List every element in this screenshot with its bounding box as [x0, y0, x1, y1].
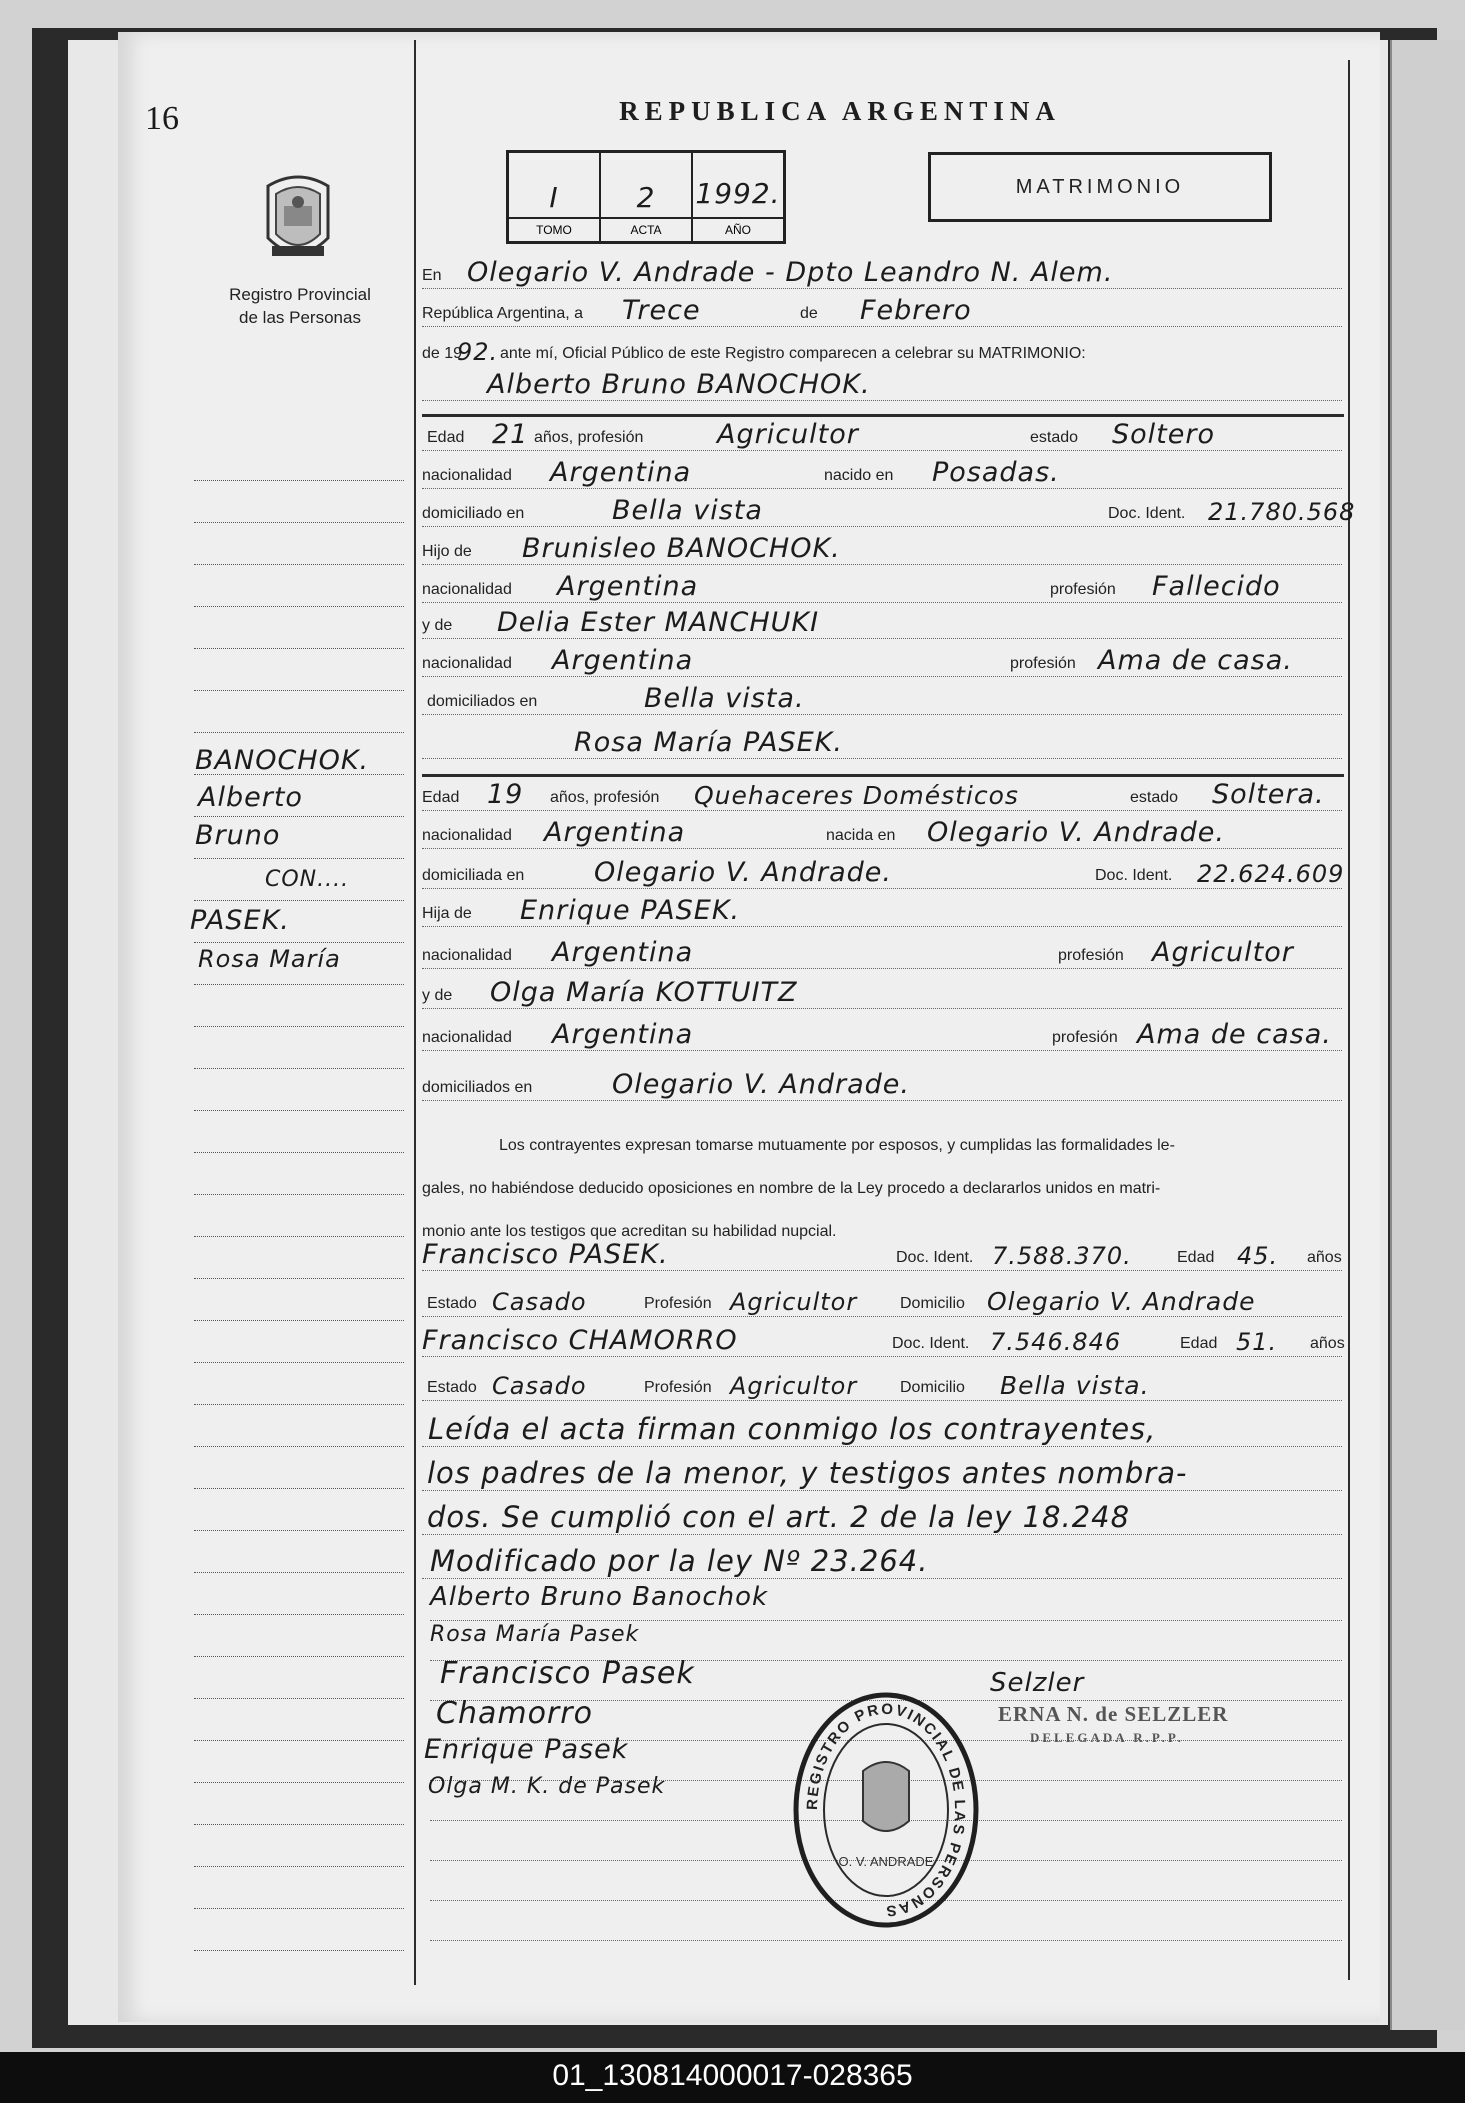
- margin-dotted-line: [194, 732, 404, 733]
- groom-father-nationality-row: [422, 572, 1342, 603]
- nacionalidad-label: nacionalidad: [422, 827, 512, 844]
- republica-label: República Argentina, a: [422, 305, 583, 322]
- bride-father-row: [422, 896, 1342, 927]
- bride-doc: 22.624.609: [1197, 860, 1345, 888]
- bride-age: 19: [487, 779, 524, 810]
- record-type-box: MATRIMONIO: [928, 152, 1272, 222]
- margin-dotted-line: [194, 1236, 404, 1237]
- hijo-label: Hijo de: [422, 543, 472, 560]
- groom-parents-domicile-row: [422, 684, 1342, 715]
- place-row: [422, 258, 1342, 289]
- margin-dotted-line: [194, 1446, 404, 1447]
- groom-birthplace: Posadas.: [932, 457, 1060, 488]
- domicilio-label: Domicilio: [900, 1379, 965, 1396]
- margin-dotted-line: [194, 1194, 404, 1195]
- signature-dotted-line: [430, 1620, 1342, 1621]
- bride-parents-domicile-row: [422, 1070, 1342, 1101]
- groom-parents-domicile: Bella vista.: [644, 683, 805, 714]
- groom-mother: Delia Ester MANCHUKI: [497, 607, 820, 638]
- margin-middle-name: Bruno: [195, 820, 281, 851]
- profesion-label: profesión: [1058, 947, 1124, 964]
- bride-profession: Quehaceres Domésticos: [694, 781, 1019, 810]
- image-code-bar: [0, 2052, 1465, 2103]
- bride-nationality-row: [422, 818, 1342, 849]
- anos-label: años: [1310, 1335, 1345, 1352]
- note-text-4: Modificado por la ley Nº 23.264.: [430, 1544, 929, 1578]
- profesion-label: profesión: [1010, 655, 1076, 672]
- bride-mother-row: [422, 978, 1342, 1009]
- note-line-1: [422, 1412, 1342, 1447]
- acta-box: [506, 150, 786, 244]
- margin-dotted-line: [194, 1278, 404, 1279]
- year-suffix: 92.: [457, 338, 499, 366]
- statement-text: ante mí, Oficial Público de este Registro comparecen a celebrar su MATRIMONIO:: [500, 345, 1086, 362]
- groom-domicile-row: [422, 495, 1356, 527]
- year-prefix: de 19: [422, 345, 463, 362]
- domiciliados-label: domiciliados en: [422, 1079, 533, 1096]
- note-line-3: [422, 1500, 1342, 1535]
- margin-dotted-line: [194, 606, 404, 607]
- statement-row: [422, 336, 1342, 366]
- margin-dotted-line: [194, 522, 404, 523]
- registry-caption: [205, 283, 395, 329]
- witness-1-domicile: Olegario V. Andrade: [987, 1287, 1256, 1316]
- declaration-line-2: gales, no habiéndose deducido oposiciones en nombre de la Ley procedo a declararlos unidos en matri-: [422, 1180, 1161, 1197]
- year-label: AÑO: [693, 217, 783, 241]
- nacido-label: nacido en: [824, 467, 894, 484]
- month-value: Febrero: [860, 295, 972, 326]
- margin-dotted-line: [194, 858, 404, 859]
- bride-mother-nationality: Argentina: [552, 1019, 694, 1050]
- registry-seal-stamp: [793, 1691, 979, 1929]
- witness-1-doc: 7.588.370.: [992, 1242, 1132, 1270]
- margin-dotted-line: [194, 1068, 404, 1069]
- nacionalidad-label: nacionalidad: [422, 581, 512, 598]
- margin-dotted-line: [194, 1614, 404, 1615]
- margin-dotted-line: [194, 1110, 404, 1111]
- groom-mother-nationality: Argentina: [552, 645, 694, 676]
- note-text-2: los padres de la menor, y testigos antes nombra-: [427, 1456, 1188, 1490]
- yde-label: y de: [422, 617, 453, 634]
- estado-label: estado: [1030, 429, 1079, 446]
- stamp-text: REGISTRO PROVINCIAL DE LAS PERSONAS: [803, 1700, 969, 1920]
- nacionalidad-label: nacionalidad: [422, 467, 512, 484]
- bride-father-profession: Agricultor: [1152, 937, 1294, 968]
- groom-age-row: [422, 420, 1342, 451]
- margin-dotted-line: [194, 1824, 404, 1825]
- date-row: [422, 296, 1342, 327]
- left-column-rule: [414, 40, 416, 1985]
- margin-dotted-line: [194, 942, 404, 943]
- signature-bride: Rosa María Pasek: [430, 1622, 640, 1647]
- margin-dotted-line: [194, 1404, 404, 1405]
- nacida-label: nacida en: [826, 827, 896, 844]
- margin-given-name: Alberto: [198, 782, 303, 813]
- page-number: 16: [145, 100, 179, 137]
- doc-label: Doc. Ident.: [892, 1335, 970, 1352]
- witness-2-details-row: [422, 1370, 1342, 1401]
- margin-bride-surname: PASEK.: [190, 905, 290, 936]
- anos-label: años, profesión: [550, 789, 660, 806]
- groom-profession: Agricultor: [717, 419, 859, 450]
- margin-dotted-line: [194, 480, 404, 481]
- domicilio-label: domiciliado en: [422, 505, 525, 522]
- margin-dotted-line: [194, 1782, 404, 1783]
- provincial-emblem-icon: [254, 168, 342, 268]
- margin-dotted-line: [194, 1908, 404, 1909]
- groom-age: 21: [492, 419, 529, 450]
- bride-domicile-row: [422, 857, 1345, 889]
- domicilio-label: Domicilio: [900, 1295, 965, 1312]
- place-value: Olegario V. Andrade - Dpto Leandro N. Alem.: [467, 257, 1114, 288]
- tomo-cell: [509, 153, 601, 241]
- margin-dotted-line: [194, 1320, 404, 1321]
- domiciliada-label: domiciliada en: [422, 867, 525, 884]
- note-line-2: [422, 1456, 1342, 1491]
- groom-doc: 21.780.568: [1208, 498, 1356, 526]
- groom-nationality-row: [422, 458, 1342, 489]
- tomo-label: TOMO: [509, 217, 599, 241]
- acta-value: 2: [636, 181, 656, 214]
- margin-dotted-line: [194, 1572, 404, 1573]
- acta-label: ACTA: [601, 217, 691, 241]
- margin-dotted-line: [194, 1362, 404, 1363]
- anos-label: años: [1307, 1249, 1342, 1266]
- nacionalidad-label: nacionalidad: [422, 1029, 512, 1046]
- groom-father-nationality: Argentina: [557, 571, 699, 602]
- signature-groom: Alberto Bruno Banochok: [430, 1582, 769, 1612]
- bride-father-nationality-row: [422, 938, 1342, 969]
- signature-bride-father: Enrique Pasek: [424, 1734, 629, 1765]
- witness-2-doc: 7.546.846: [990, 1328, 1122, 1356]
- tomo-value: I: [549, 181, 559, 214]
- margin-dotted-line: [194, 816, 404, 817]
- witness-1-row: [422, 1240, 1342, 1271]
- margin-dotted-line: [194, 1656, 404, 1657]
- margin-dotted-line: [194, 1530, 404, 1531]
- margin-dotted-line: [194, 1026, 404, 1027]
- groom-separator: [422, 414, 1344, 417]
- margin-dotted-line: [194, 690, 404, 691]
- profesion-label: Profesión: [644, 1295, 712, 1312]
- declaration: [422, 1124, 1342, 1253]
- margin-dotted-line: [194, 1488, 404, 1489]
- bride-separator: [422, 774, 1344, 777]
- year-value: 1992.: [695, 177, 781, 210]
- groom-mother-row: [422, 608, 1342, 639]
- official-signature: Selzler: [990, 1668, 1085, 1698]
- declaration-line-3: monio ante los testigos que acreditan su habilidad nupcial.: [422, 1223, 837, 1240]
- signature-witness-2: Chamorro: [436, 1696, 593, 1731]
- profesion-label: profesión: [1050, 581, 1116, 598]
- right-column-rule: [1348, 60, 1350, 1980]
- book-right-edge: [1390, 40, 1465, 2030]
- bride-name-row: [422, 728, 1342, 759]
- edad-label: Edad: [427, 429, 465, 446]
- witness-2-domicile: Bella vista.: [1000, 1371, 1150, 1400]
- declaration-line-1: Los contrayentes expresan tomarse mutuamente por esposos, y cumplidas las formalidades le-: [499, 1137, 1175, 1154]
- margin-dotted-line: [194, 564, 404, 565]
- margin-connector: CON....: [265, 867, 350, 892]
- witness-1-age: 45.: [1237, 1242, 1279, 1270]
- registry-line-1: Registro Provincial: [229, 285, 371, 304]
- witness-1-civil-status: Casado: [492, 1288, 587, 1316]
- bride-parents-domicile: Olegario V. Andrade.: [612, 1069, 910, 1100]
- margin-surname: BANOCHOK.: [195, 745, 370, 776]
- groom-mother-nationality-row: [422, 646, 1342, 677]
- profesion-label: profesión: [1052, 1029, 1118, 1046]
- estado-label: estado: [1130, 789, 1179, 806]
- nacionalidad-label: nacionalidad: [422, 947, 512, 964]
- signature-bride-mother: Olga M. K. de Pasek: [428, 1774, 666, 1799]
- registry-line-2: de las Personas: [239, 308, 361, 327]
- country-title: REPUBLICA ARGENTINA: [619, 96, 1061, 126]
- groom-nationality: Argentina: [550, 457, 692, 488]
- de-label: de: [800, 305, 818, 322]
- bride-birthplace: Olegario V. Andrade.: [927, 817, 1225, 848]
- acta-cell: [601, 153, 693, 241]
- bride-mother-profession: Ama de casa.: [1137, 1019, 1332, 1050]
- note-text-1: Leída el acta firman conmigo los contrayentes,: [428, 1412, 1157, 1446]
- hija-label: Hija de: [422, 905, 472, 922]
- bride-mother: Olga María KOTTUITZ: [490, 977, 798, 1008]
- groom-name: Alberto Bruno BANOCHOK.: [487, 369, 871, 400]
- doc-label: Doc. Ident.: [896, 1249, 974, 1266]
- margin-dotted-line: [194, 1740, 404, 1741]
- edad-label: Edad: [1177, 1249, 1215, 1266]
- bride-mother-nationality-row: [422, 1020, 1342, 1051]
- note-text-3: dos. Se cumplió con el art. 2 de la ley 18.248: [427, 1500, 1131, 1534]
- edad-label: Edad: [1180, 1335, 1218, 1352]
- witness-2-row: [422, 1325, 1345, 1357]
- witness-1-profession: Agricultor: [730, 1288, 858, 1316]
- bride-nationality: Argentina: [544, 817, 686, 848]
- doc-label: Doc. Ident.: [1108, 505, 1186, 522]
- domiciliados-label: domiciliados en: [427, 693, 538, 710]
- signature-witness-1: Francisco Pasek: [440, 1656, 695, 1691]
- margin-dotted-line: [194, 1152, 404, 1153]
- yde-label: y de: [422, 987, 453, 1004]
- margin-dotted-line: [194, 984, 404, 985]
- anos-label: años, profesión: [534, 429, 644, 446]
- margin-dotted-line: [194, 1866, 404, 1867]
- doc-label: Doc. Ident.: [1095, 867, 1173, 884]
- margin-bride-names: Rosa María: [198, 945, 341, 973]
- signature-dotted-line: [430, 1940, 1342, 1941]
- groom-name-row: [422, 370, 1342, 401]
- official-name: ERNA N. de SELZLER: [998, 1702, 1229, 1726]
- estado-label: Estado: [427, 1295, 477, 1312]
- estado-label: Estado: [427, 1379, 477, 1396]
- witness-2-civil-status: Casado: [492, 1372, 587, 1400]
- groom-father-row: [422, 534, 1342, 565]
- en-label: En: [422, 267, 442, 284]
- bride-domicile: Olegario V. Andrade.: [594, 857, 892, 888]
- day-value: Trece: [622, 295, 701, 326]
- groom-domicile: Bella vista: [612, 495, 763, 526]
- bride-father-nationality: Argentina: [552, 937, 694, 968]
- witness-2-name: Francisco CHAMORRO: [422, 1325, 738, 1356]
- stamp-place: O. V. ANDRADE: [838, 1854, 934, 1869]
- groom-father: Brunisleo BANOCHOK.: [522, 533, 841, 564]
- groom-father-profession: Fallecido: [1152, 571, 1281, 602]
- groom-mother-profession: Ama de casa.: [1098, 645, 1293, 676]
- bride-father: Enrique PASEK.: [520, 895, 741, 926]
- edad-label: Edad: [422, 789, 460, 806]
- witness-2-profession: Agricultor: [730, 1372, 858, 1400]
- witness-1-name: Francisco PASEK.: [422, 1239, 669, 1270]
- bride-civil-status: Soltera.: [1212, 779, 1325, 810]
- image-code: 01_130814000017-028365: [552, 2059, 913, 2092]
- groom-civil-status: Soltero: [1112, 419, 1215, 450]
- year-cell: [693, 153, 783, 241]
- bride-name: Rosa María PASEK.: [574, 727, 843, 758]
- official-role: DELEGADA R.P.P.: [1030, 1730, 1184, 1745]
- bride-age-row: [422, 780, 1342, 811]
- margin-dotted-line: [194, 1698, 404, 1699]
- margin-dotted-line: [194, 648, 404, 649]
- witness-1-details-row: [422, 1286, 1342, 1317]
- margin-dotted-line: [194, 900, 404, 901]
- margin-dotted-line: [194, 1950, 404, 1951]
- note-line-4: [422, 1544, 1342, 1579]
- nacionalidad-label: nacionalidad: [422, 655, 512, 672]
- witness-2-age: 51.: [1236, 1328, 1278, 1356]
- profesion-label: Profesión: [644, 1379, 712, 1396]
